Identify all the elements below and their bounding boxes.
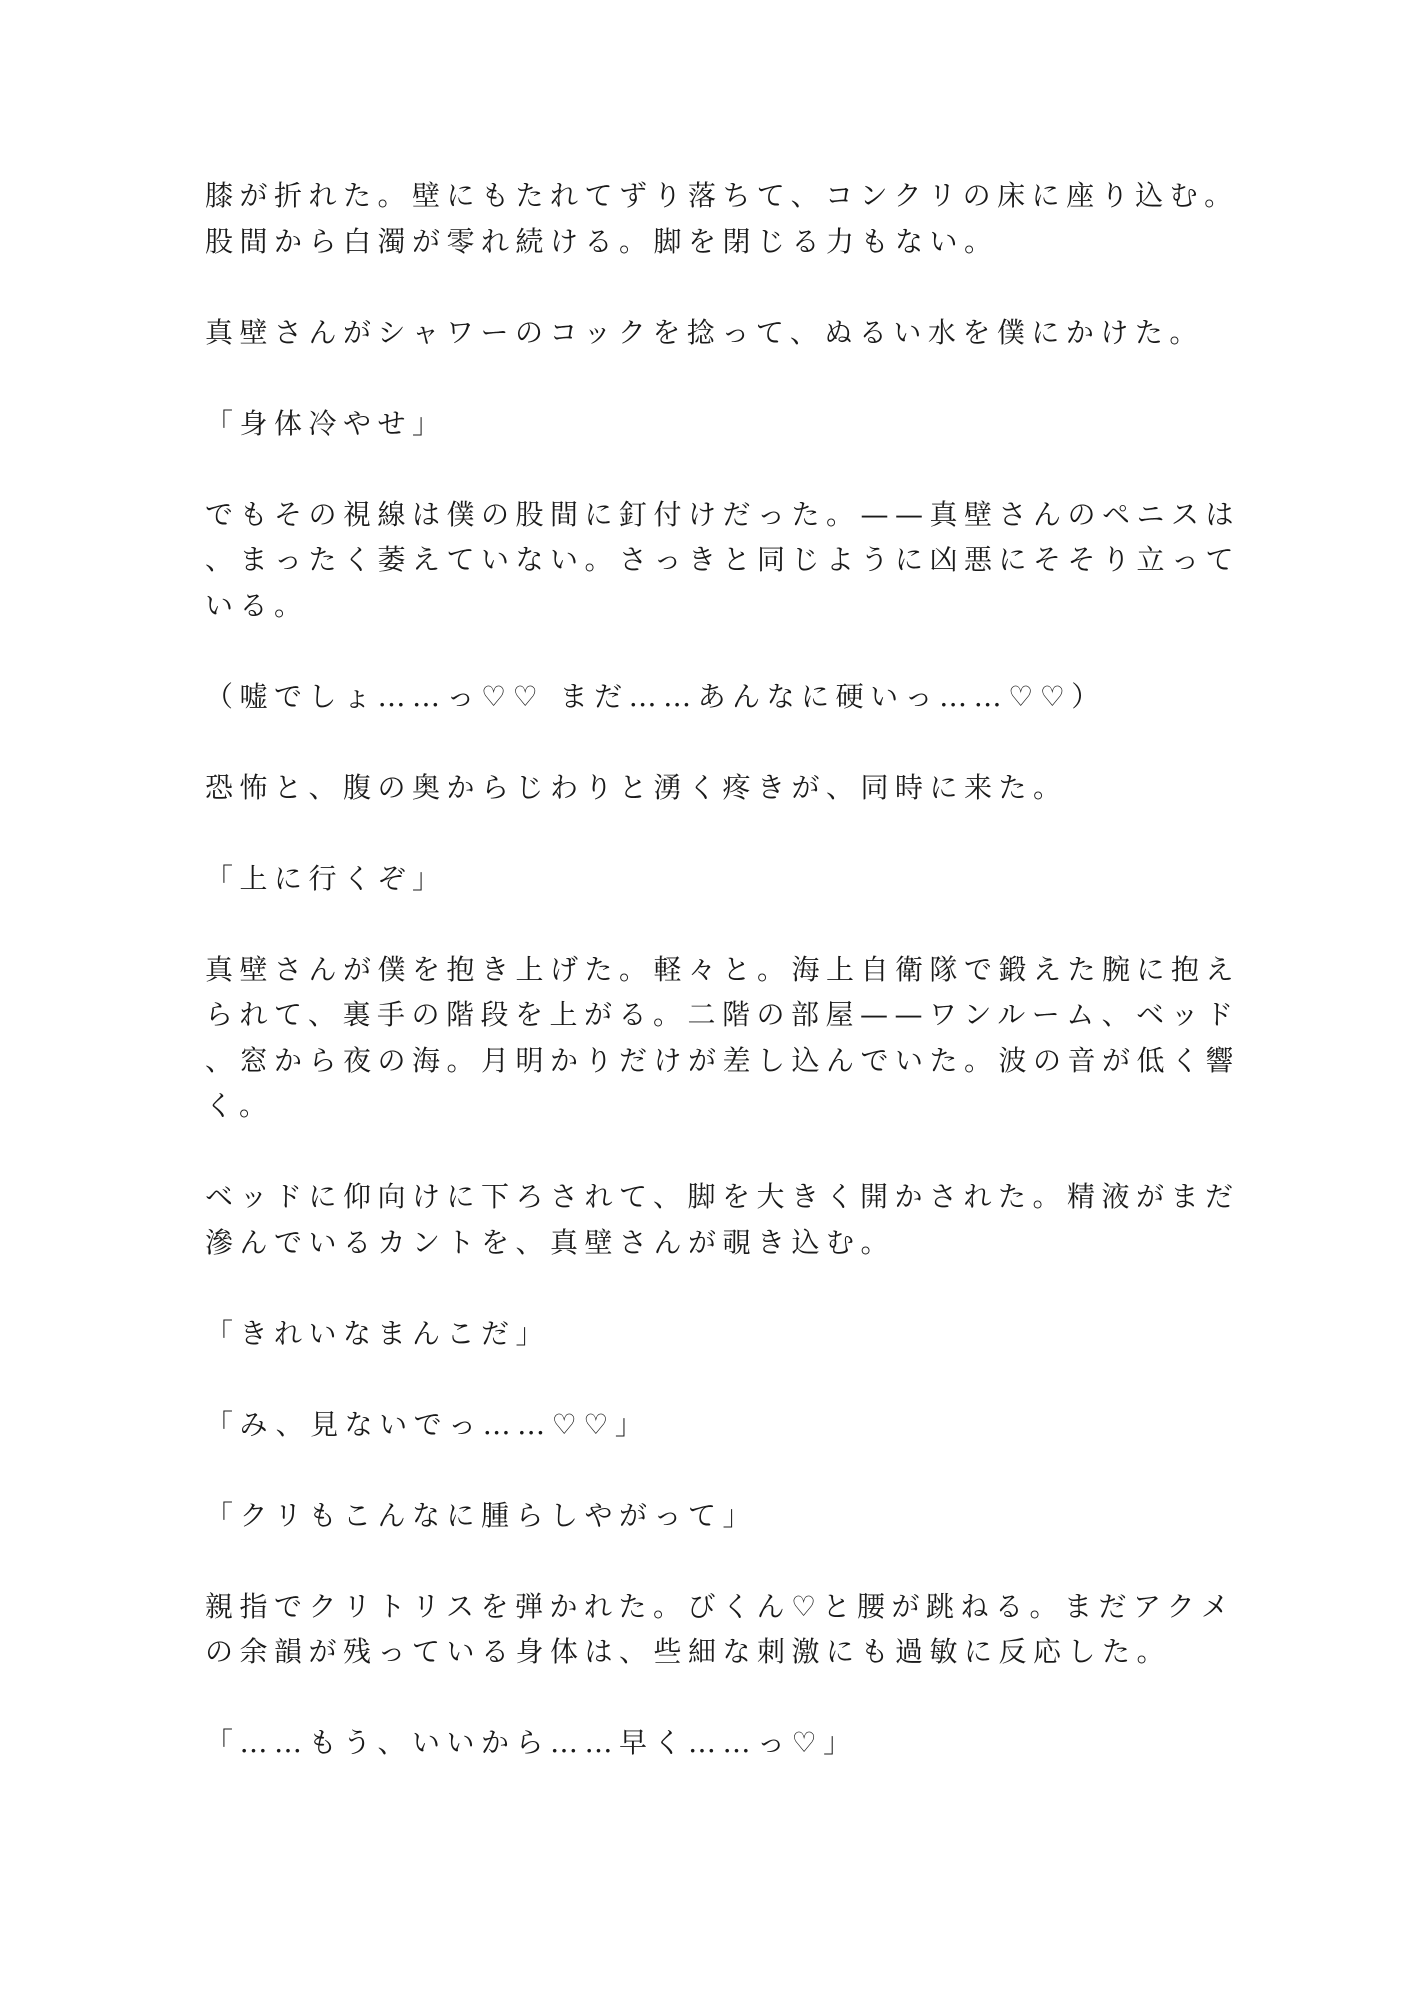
text-line: 「身体冷やせ」 xyxy=(205,406,447,440)
document-page xyxy=(205,173,1241,1811)
paragraph xyxy=(205,674,1205,720)
text-line: 、窓から夜の海。月明かりだけが差し込んでいた。波の音が低く響 xyxy=(205,1043,1241,1077)
text-line: 、まったく萎えていない。さっきと同じように凶悪にそそり立って xyxy=(205,543,1241,576)
text-line: 親指でクリトリスを弾かれた。びくん♡と腰が跳ねる。まだアクメ xyxy=(205,1589,1236,1623)
text-line: 「きれいなまんこだ」 xyxy=(205,1316,551,1350)
text-line: でもその視線は僕の股間に釘付けだった。——真壁さんのペニスは xyxy=(205,497,1241,531)
text-line: 滲んでいるカントを、真壁さんが覗き込む。 xyxy=(205,1225,896,1259)
text-line: く。 xyxy=(205,1089,274,1122)
text-line: 真壁さんが僕を抱き上げた。軽々と。海上自衛隊で鍛えた腕に抱え xyxy=(205,952,1241,986)
text-line: 「み、見ないでっ……♡♡」 xyxy=(205,1407,650,1441)
paragraph xyxy=(205,492,1241,629)
text-line: ベッドに仰向けに下ろされて、脚を大きく開かされた。精液がまだ xyxy=(205,1180,1240,1213)
paragraph xyxy=(205,1311,1205,1357)
paragraph xyxy=(205,1493,1205,1539)
text-line: いる。 xyxy=(205,588,309,622)
text-line: 股間から白濁が零れ続ける。脚を閉じる力もない。 xyxy=(205,224,999,258)
paragraph xyxy=(205,1584,1236,1675)
text-line: 「クリもこんなに腫らしやがって」 xyxy=(205,1498,758,1532)
paragraph xyxy=(205,173,1239,264)
paragraph xyxy=(205,401,1205,447)
text-line: の余韻が残っている身体は、些細な刺激にも過敏に反応した。 xyxy=(205,1635,1172,1668)
text-line: 真壁さんがシャワーのコックを捻って、ぬるい水を僕にかけた。 xyxy=(205,315,1204,349)
paragraph xyxy=(205,1402,1205,1448)
text-line: られて、裏手の階段を上がる。二階の部屋——ワンルーム、ベッド xyxy=(205,998,1240,1031)
text-line: 恐怖と、腹の奥からじわりと湧く疼きが、同時に来た。 xyxy=(205,770,1068,804)
paragraph xyxy=(205,1174,1240,1265)
paragraph xyxy=(205,1720,1205,1766)
paragraph xyxy=(205,310,1205,356)
text-line: 「……もう、いいから……早く……っ♡」 xyxy=(205,1726,858,1759)
paragraph xyxy=(205,765,1205,811)
paragraph xyxy=(205,947,1241,1129)
text-line: （嘘でしょ……っ♡♡ まだ……あんなに硬いっ……♡♡） xyxy=(205,679,1106,713)
paragraph xyxy=(205,856,1205,902)
text-line: 「上に行くぞ」 xyxy=(205,861,447,895)
text-line: 膝が折れた。壁にもたれてずり落ちて、コンクリの床に座り込む。 xyxy=(205,179,1239,212)
